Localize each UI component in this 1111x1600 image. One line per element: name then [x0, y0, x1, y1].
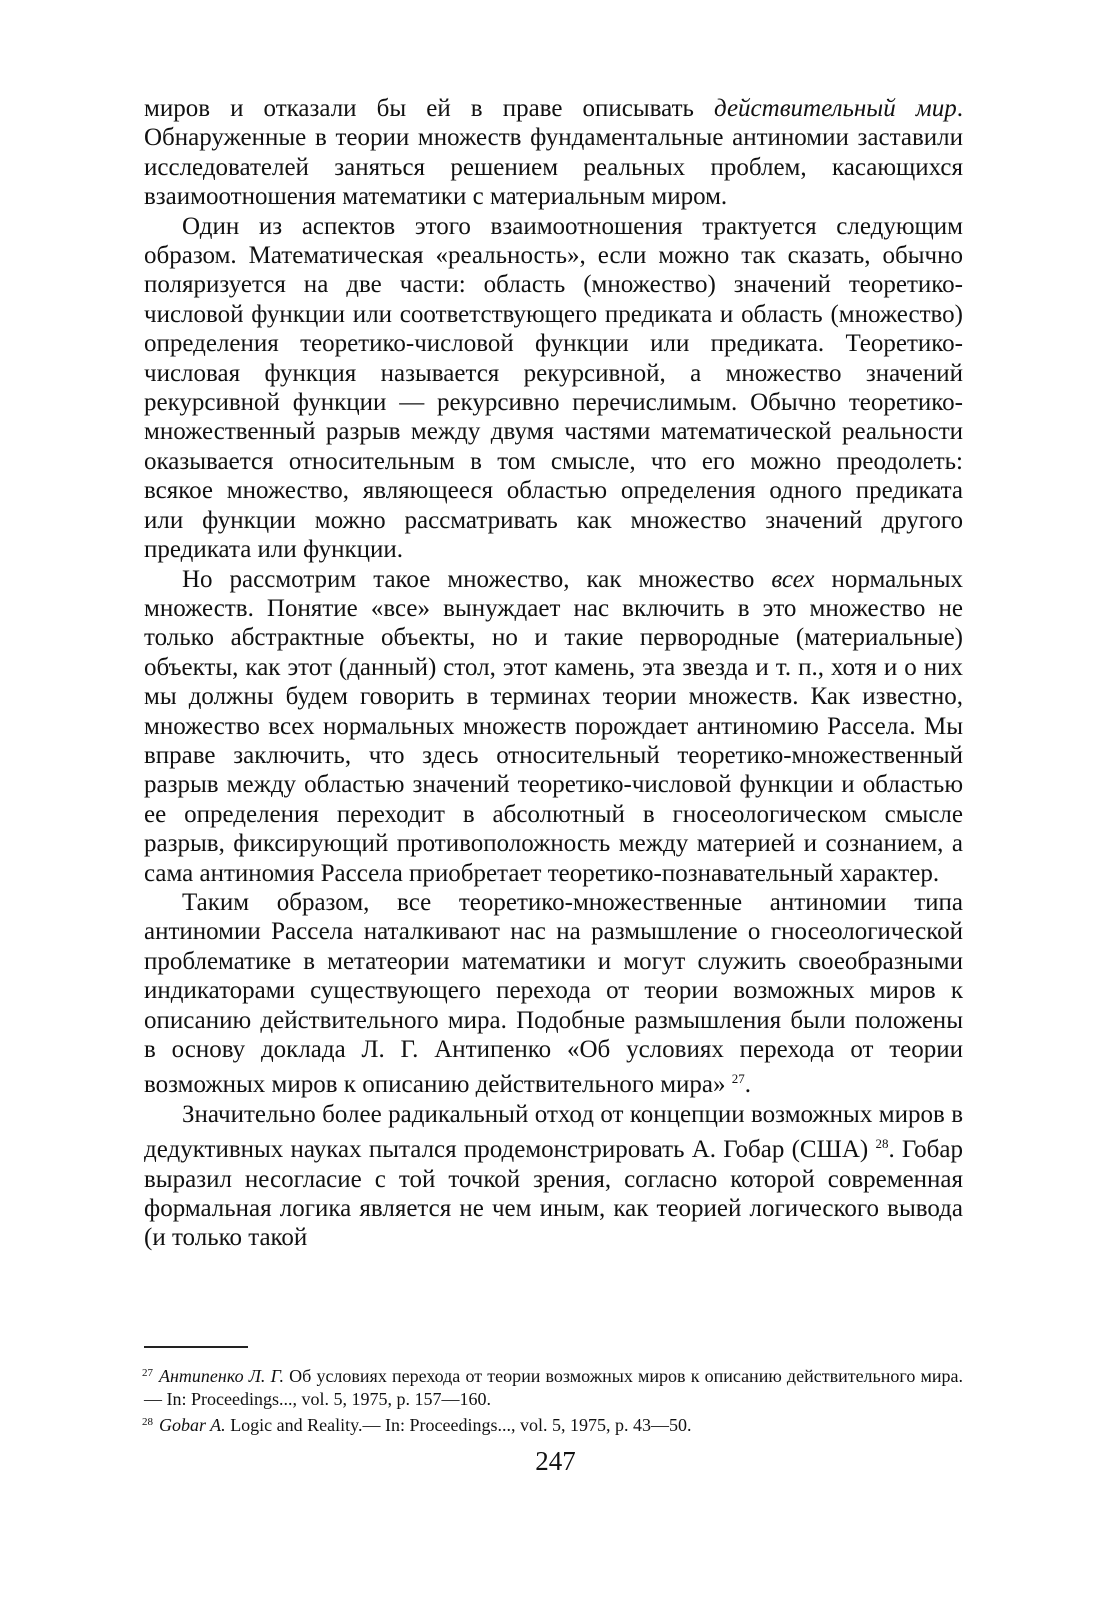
text-run: Один из аспектов этого взаимоотношения трактуется следующим образом. Математическая «реальность», если можно так сказать, обычно поляризуется на две части: область (множество) значений теоретико-числовой функции или соответствующего предиката и область (множество) определения теоретико-числовой функции или предиката. Теоретико-числовая функция называется рекурсивной, а множество значений рекурсивной функции — рекурсивно перечислимым. Обычно теоретико-множественный разрыв между двумя частями математической реальности оказывается относительным в том смысле, что его можно преодолеть: всякое множество, являющееся областью определения одного предиката или функции можно рассматривать как множество значений другого предиката или функции.	[144, 212, 963, 564]
text-run: . Гобар выразил несогласие с той точкой зрения, согласно которой современная формальная логика является не чем иным, как теорией логического вывода (и только такой	[144, 1136, 963, 1252]
italic-text: всех	[771, 565, 815, 593]
text-run: Значительно более радикальный отход от концепции возможных миров в дедуктивных науках пытался продемонстрировать А. Гобар (США)	[144, 1100, 963, 1164]
text-run: нормальных множеств. Понятие «все» вынуждает нас включить в это множество не только абстрактные объекты, но и такие первородные (материальные) объекты, как этот (данный) стол, этот камень, эта звезда и т. п., хотя и о них мы должны будем говорить в терминах теории множеств. Как известно, множество всех нормальных множеств порождает антиномию Рассела. Мы вправе заключить, что здесь относительный теоретико-множественный разрыв между областью значений теоретико-числовой функции и областью ее определения переходит в абсолютный в гносеологическом смысле разрыв, фиксирующий противоположность между материей и сознанием, а сама антиномия Рассела приобретает теоретико-познавательный характер.	[144, 565, 963, 887]
footnote-reference: 28	[875, 1136, 889, 1152]
paragraph	[144, 1100, 963, 1253]
italic-text: Антипенко Л. Г.	[159, 1366, 284, 1386]
paragraph	[144, 94, 963, 212]
footnote-divider	[144, 1346, 248, 1348]
text-run: Logic and Reality.— In: Proceedings..., vol. 5, 1975, p. 43—50.	[225, 1415, 692, 1435]
page-number: 247	[535, 1446, 576, 1476]
main-text	[144, 94, 963, 1253]
footnote-mark: 27	[142, 1367, 153, 1379]
footnote-mark: 28	[142, 1416, 153, 1428]
text-run: Таким образом, все теоретико-множественные антиномии типа антиномии Рассела наталкивают нас на размышление о гносеологической проблематике в метатеории математики и могут служить своеобразными индикаторами существующего перехода от теории возможных миров к описанию действительного мира. Подобные размышления были положены в основу доклада Л. Г. Антипенко «Об условиях перехода от теории возможных миров к описанию действительного мира»	[144, 888, 963, 1099]
italic-text: действительный мир	[714, 95, 957, 122]
text-run: миров и отказали бы ей в праве описывать	[144, 95, 714, 122]
text-run: . Обнаруженные в теории множеств фундаментальные антиномии заставили исследователей заняться решением реальных проблем, касающихся взаимоотношения математики с материальным миром.	[144, 95, 963, 211]
footnote	[144, 1362, 963, 1411]
footnote-reference: 27	[731, 1071, 745, 1087]
text-run: .	[744, 1071, 751, 1099]
text-run: Об условиях перехода от теории возможных миров к описанию действительного мира.— In: Proceedings..., vol. 5, 1975, p. 157—160.	[144, 1366, 963, 1409]
footnotes	[144, 1362, 963, 1437]
paragraph	[144, 565, 963, 888]
paragraph	[144, 212, 963, 565]
paragraph	[144, 888, 963, 1100]
footnote	[144, 1411, 963, 1437]
italic-text: Gobar A.	[159, 1415, 226, 1435]
text-run: Но рассмотрим такое множество, как множество	[182, 565, 772, 593]
